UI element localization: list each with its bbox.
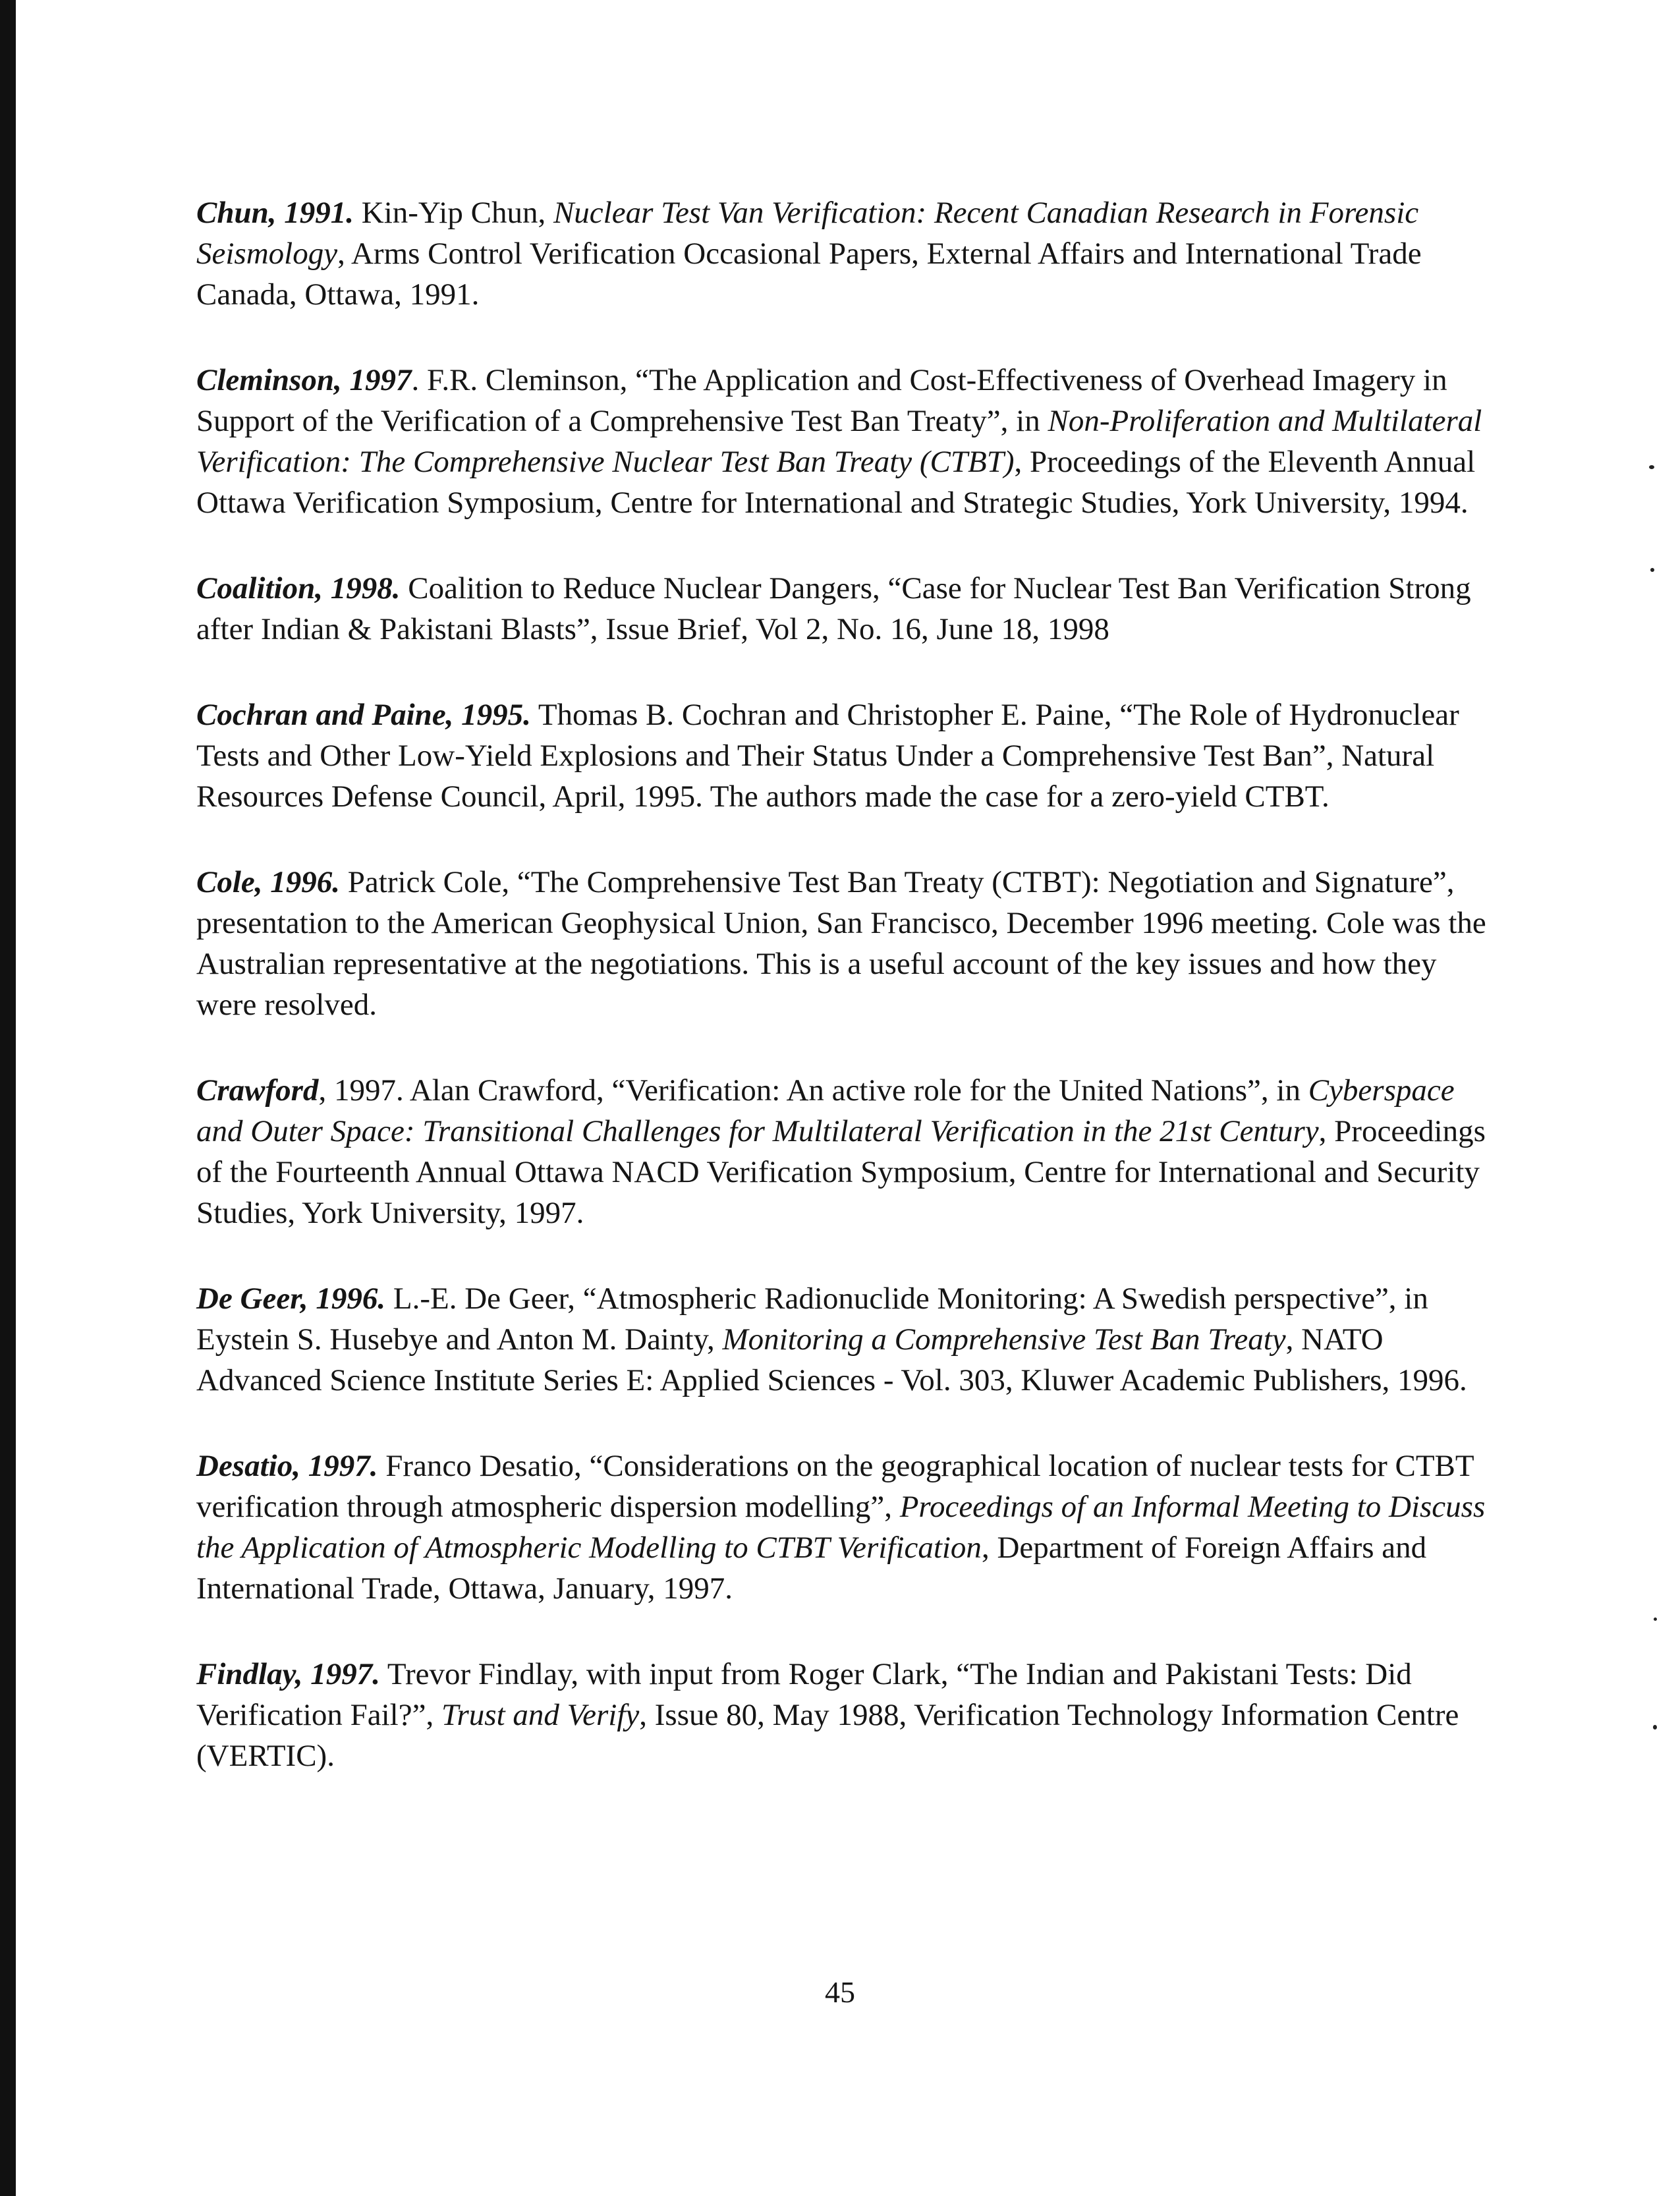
reference-key: De Geer, 1996. xyxy=(196,1281,386,1316)
reference-key: Findlay, 1997. xyxy=(196,1657,380,1691)
reference-text: Franco Desatio, “Considerations on the geographical location of nuclear tests for CTBT verification through atmospheric dispersion modelling”, xyxy=(196,1449,1474,1524)
reference-title: Monitoring a Comprehensive Test Ban Treaty xyxy=(722,1322,1286,1357)
scan-speck xyxy=(1650,568,1654,572)
reference-entry xyxy=(196,1278,1501,1401)
reference-text: , Issue 80, May 1988, Verification Technology Information Centre (VERTIC). xyxy=(196,1698,1459,1773)
reference-key: Cole, 1996. xyxy=(196,865,341,899)
reference-text: . F.R. Cleminson, “The Application and Cost-Effectiveness of Overhead Imagery in Support of the Verification of a Comprehensive Test Ban Treaty”, in xyxy=(196,363,1447,438)
reference-title: Nuclear Test Van Verification: Recent Canadian Research in Forensic Seismology xyxy=(196,196,1419,271)
reference-text: , Proceedings of the Eleventh Annual Ottawa Verification Symposium, Centre for International and Strategic Studies, York University, 1994. xyxy=(196,445,1476,520)
reference-entry xyxy=(196,1446,1501,1609)
reference-text: , Proceedings of the Fourteenth Annual Ottawa NACD Verification Symposium, Centre for International and Security Studies, York University, 1997. xyxy=(196,1114,1486,1230)
reference-text: , Arms Control Verification Occasional Papers, External Affairs and International Trade Canada, Ottawa, 1991. xyxy=(196,237,1422,312)
reference-text: Coalition to Reduce Nuclear Dangers, “Case for Nuclear Test Ban Verification Strong after Indian & Pakistani Blasts”, Issue Brief, Vol 2, No. 16, June 18, 1998 xyxy=(196,571,1471,646)
scan-speck xyxy=(1649,465,1654,469)
reference-text: , NATO Advanced Science Institute Series E: Applied Sciences - Vol. 303, Kluwer Academic Publishers, 1996. xyxy=(196,1322,1467,1397)
scan-speck xyxy=(1654,1618,1657,1621)
reference-entry xyxy=(196,1654,1501,1776)
scan-speck xyxy=(1653,1725,1657,1730)
reference-text: , Department of Foreign Affairs and International Trade, Ottawa, January, 1997. xyxy=(196,1531,1427,1606)
scan-border xyxy=(0,0,16,2196)
reference-entry xyxy=(196,694,1501,817)
reference-text: L.-E. De Geer, “Atmospheric Radionuclide Monitoring: A Swedish perspective”, in Eystein S. Husebye and Anton M. Dainty, xyxy=(196,1281,1428,1357)
reference-entry xyxy=(196,360,1501,523)
reference-key: Crawford xyxy=(196,1073,319,1108)
reference-title: Cyberspace and Outer Space: Transitional Challenges for Multilateral Verification in the 21st Century xyxy=(196,1073,1455,1148)
page-number: 45 xyxy=(825,1975,855,2009)
reference-entry xyxy=(196,1070,1501,1233)
reference-text: Kin-Yip Chun, xyxy=(354,196,553,230)
reference-text: , 1997. Alan Crawford, “Verification: An active role for the United Nations”, in xyxy=(318,1073,1308,1108)
reference-text: Patrick Cole, “The Comprehensive Test Ban Treaty (CTBT): Negotiation and Signature”, presentation to the American Geophysical Union, San Francisco, December 1996 meeting. Cole was the Australian representative at the negotiations. This is a useful account of the key issues and how they were resolved. xyxy=(196,865,1486,1022)
reference-key: Desatio, 1997. xyxy=(196,1449,378,1483)
reference-entry xyxy=(196,568,1501,650)
reference-title: Proceedings of an Informal Meeting to Discuss the Application of Atmospheric Modelling to CTBT Verification xyxy=(196,1490,1486,1565)
reference-key: Cleminson, 1997 xyxy=(196,363,412,397)
reference-title: Trust and Verify xyxy=(441,1698,640,1732)
reference-title: Non-Proliferation and Multilateral Verification: The Comprehensive Nuclear Test Ban Treaty (CTBT) xyxy=(196,404,1482,479)
reference-text: Trevor Findlay, with input from Roger Clark, “The Indian and Pakistani Tests: Did Verification Fail?”, xyxy=(196,1657,1412,1732)
reference-key: Chun, 1991. xyxy=(196,196,354,230)
reference-key: Cochran and Paine, 1995. xyxy=(196,698,531,732)
reference-key: Coalition, 1998. xyxy=(196,571,401,605)
reference-text: Thomas B. Cochran and Christopher E. Paine, “The Role of Hydronuclear Tests and Other Low-Yield Explosions and Their Status Under a Comprehensive Test Ban”, Natural Resources Defense Council, April, 1995. The authors made the case for a zero-yield CTBT. xyxy=(196,698,1459,814)
reference-entry xyxy=(196,192,1501,315)
reference-entry xyxy=(196,862,1501,1025)
reference-list xyxy=(196,192,1501,1821)
